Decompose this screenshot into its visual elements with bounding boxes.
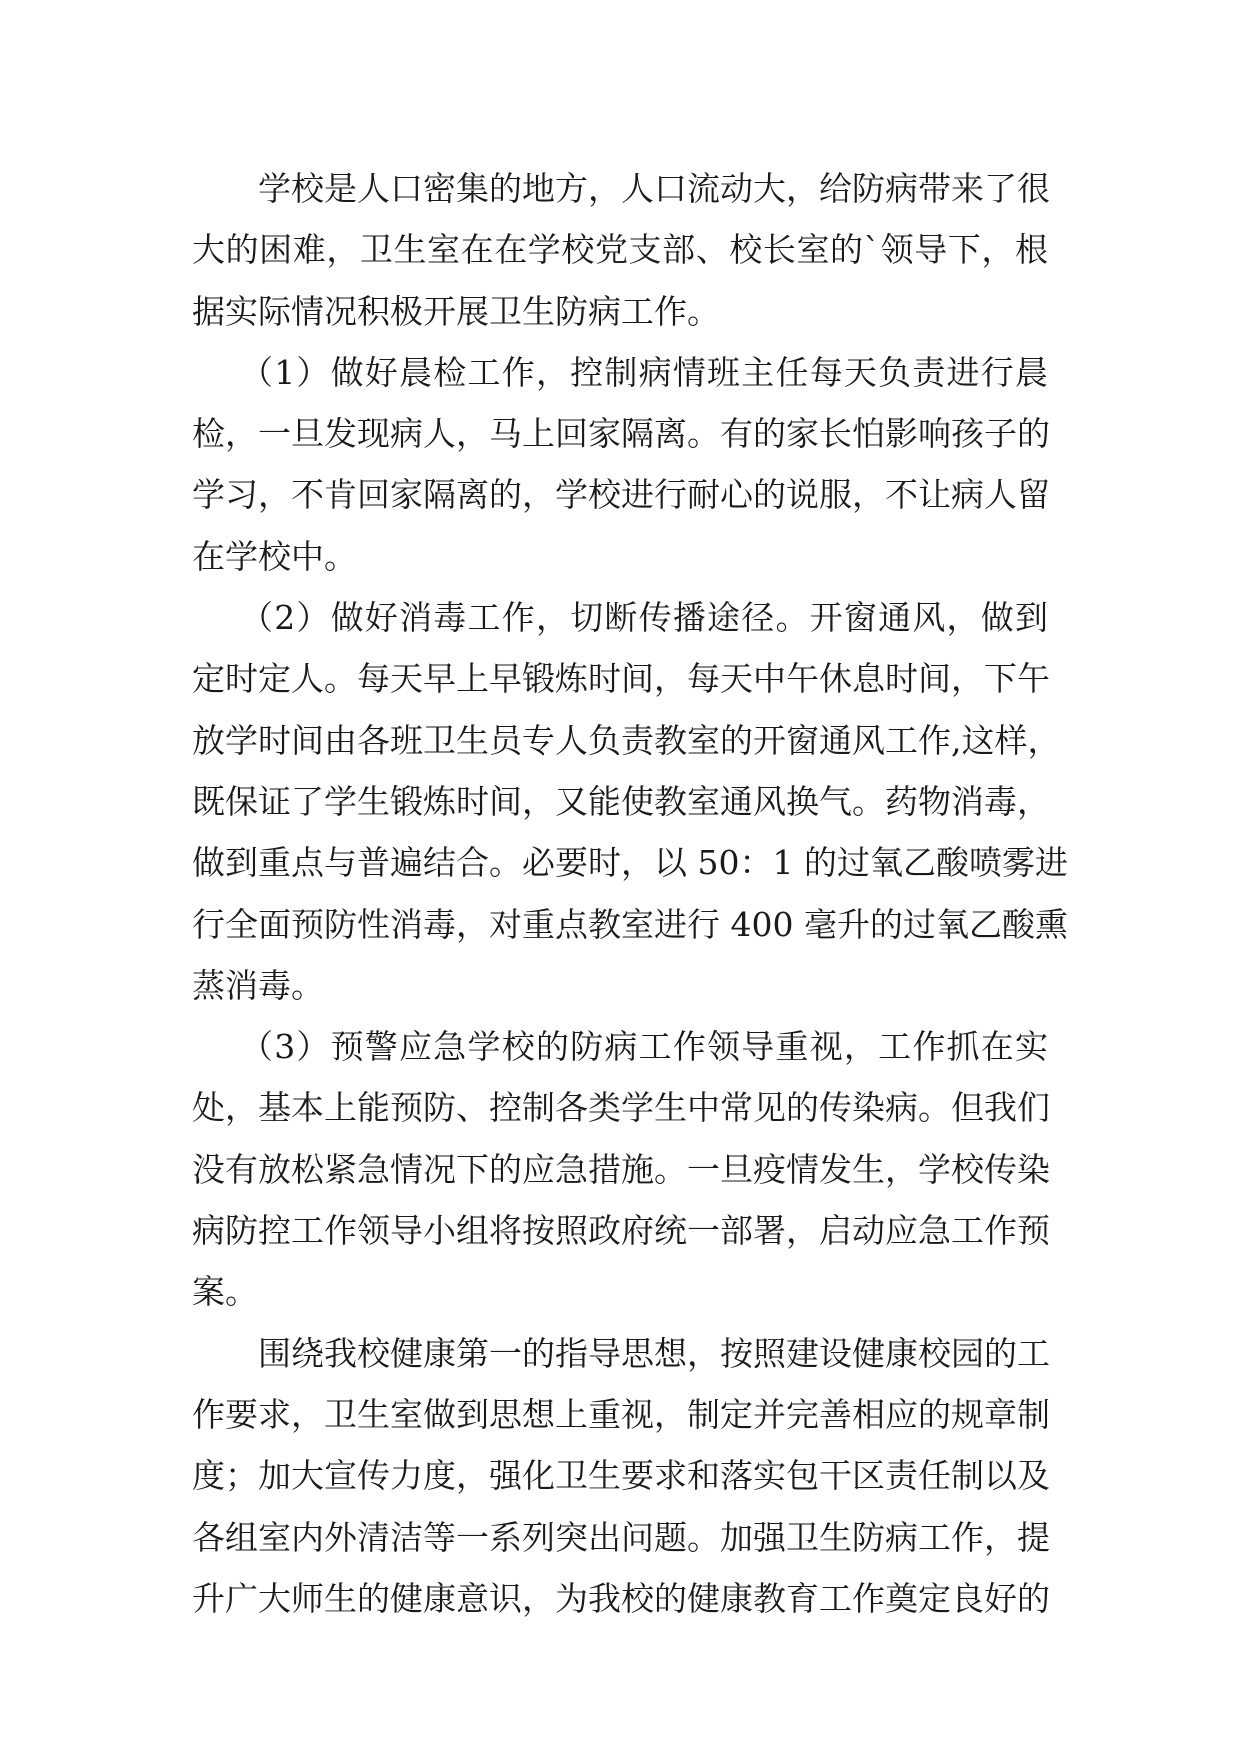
text-line: （2）做好消毒工作，切断传播途径。开窗通风，做到 <box>240 598 1048 638</box>
text-line: 案。 <box>192 1272 258 1312</box>
paragraph-health-campus <box>192 1323 1048 1629</box>
text-line: （1）做好晨检工作，控制病情班主任每天负责进行晨 <box>240 352 1048 392</box>
text-line: （3）预警应急学校的防病工作领导重视，工作抓在实 <box>240 1027 1048 1067</box>
text-line: 据实际情况积极开展卫生防病工作。 <box>192 291 720 331</box>
document-body <box>192 158 1068 1629</box>
text-line: 在学校中。 <box>192 536 357 576</box>
text-line: 放学时间由各班卫生员专人负责教室的开窗通风工作,这样， <box>192 720 1061 760</box>
text-line: 各组室内外清洁等一系列突出问题。加强卫生防病工作，提 <box>192 1517 1050 1557</box>
text-line: 大的困难，卫生室在在学校党支部、校长室的`领导下，根 <box>192 230 1048 270</box>
text-line: 病防控工作领导小组将按照政府统一部署，启动应急工作预 <box>192 1211 1050 1251</box>
text-line: 度；加大宣传力度，强化卫生要求和落实包干区责任制以及 <box>192 1456 1050 1496</box>
text-line: 蒸消毒。 <box>192 965 324 1005</box>
text-line: 围绕我校健康第一的指导思想，按照建设健康校园的工 <box>258 1333 1050 1373</box>
text-line: 升广大师生的健康意识，为我校的健康教育工作奠定良好的 <box>192 1578 1050 1618</box>
text-line: 学习，不肯回家隔离的，学校进行耐心的说服，不让病人留 <box>192 475 1050 515</box>
text-line: 学校是人口密集的地方，人口流动大，给防病带来了很 <box>258 169 1050 208</box>
text-line: 既保证了学生锻炼时间，又能使教室通风换气。药物消毒， <box>192 781 1050 821</box>
paragraph-morning-check <box>192 342 1048 587</box>
text-line: 做到重点与普遍结合。必要时，以 50：1 的过氧乙酸喷雾进 <box>192 843 1068 883</box>
paragraph-emergency <box>192 1016 1048 1322</box>
text-line: 没有放松紧急情况下的应急措施。一旦疫情发生，学校传染 <box>192 1149 1050 1189</box>
text-line: 处，基本上能预防、控制各类学生中常见的传染病。但我们 <box>192 1088 1050 1128</box>
paragraph-intro <box>192 158 1048 342</box>
text-line: 行全面预防性消毒，对重点教室进行 400 毫升的过氧乙酸熏 <box>192 904 1068 944</box>
text-line: 作要求，卫生室做到思想上重视，制定并完善相应的规章制 <box>192 1394 1050 1434</box>
text-line: 定时定人。每天早上早锻炼时间，每天中午休息时间，下午 <box>192 659 1050 699</box>
text-line: 检，一旦发现病人，马上回家隔离。有的家长怕影响孩子的 <box>192 414 1050 454</box>
paragraph-disinfection <box>192 587 1068 1016</box>
